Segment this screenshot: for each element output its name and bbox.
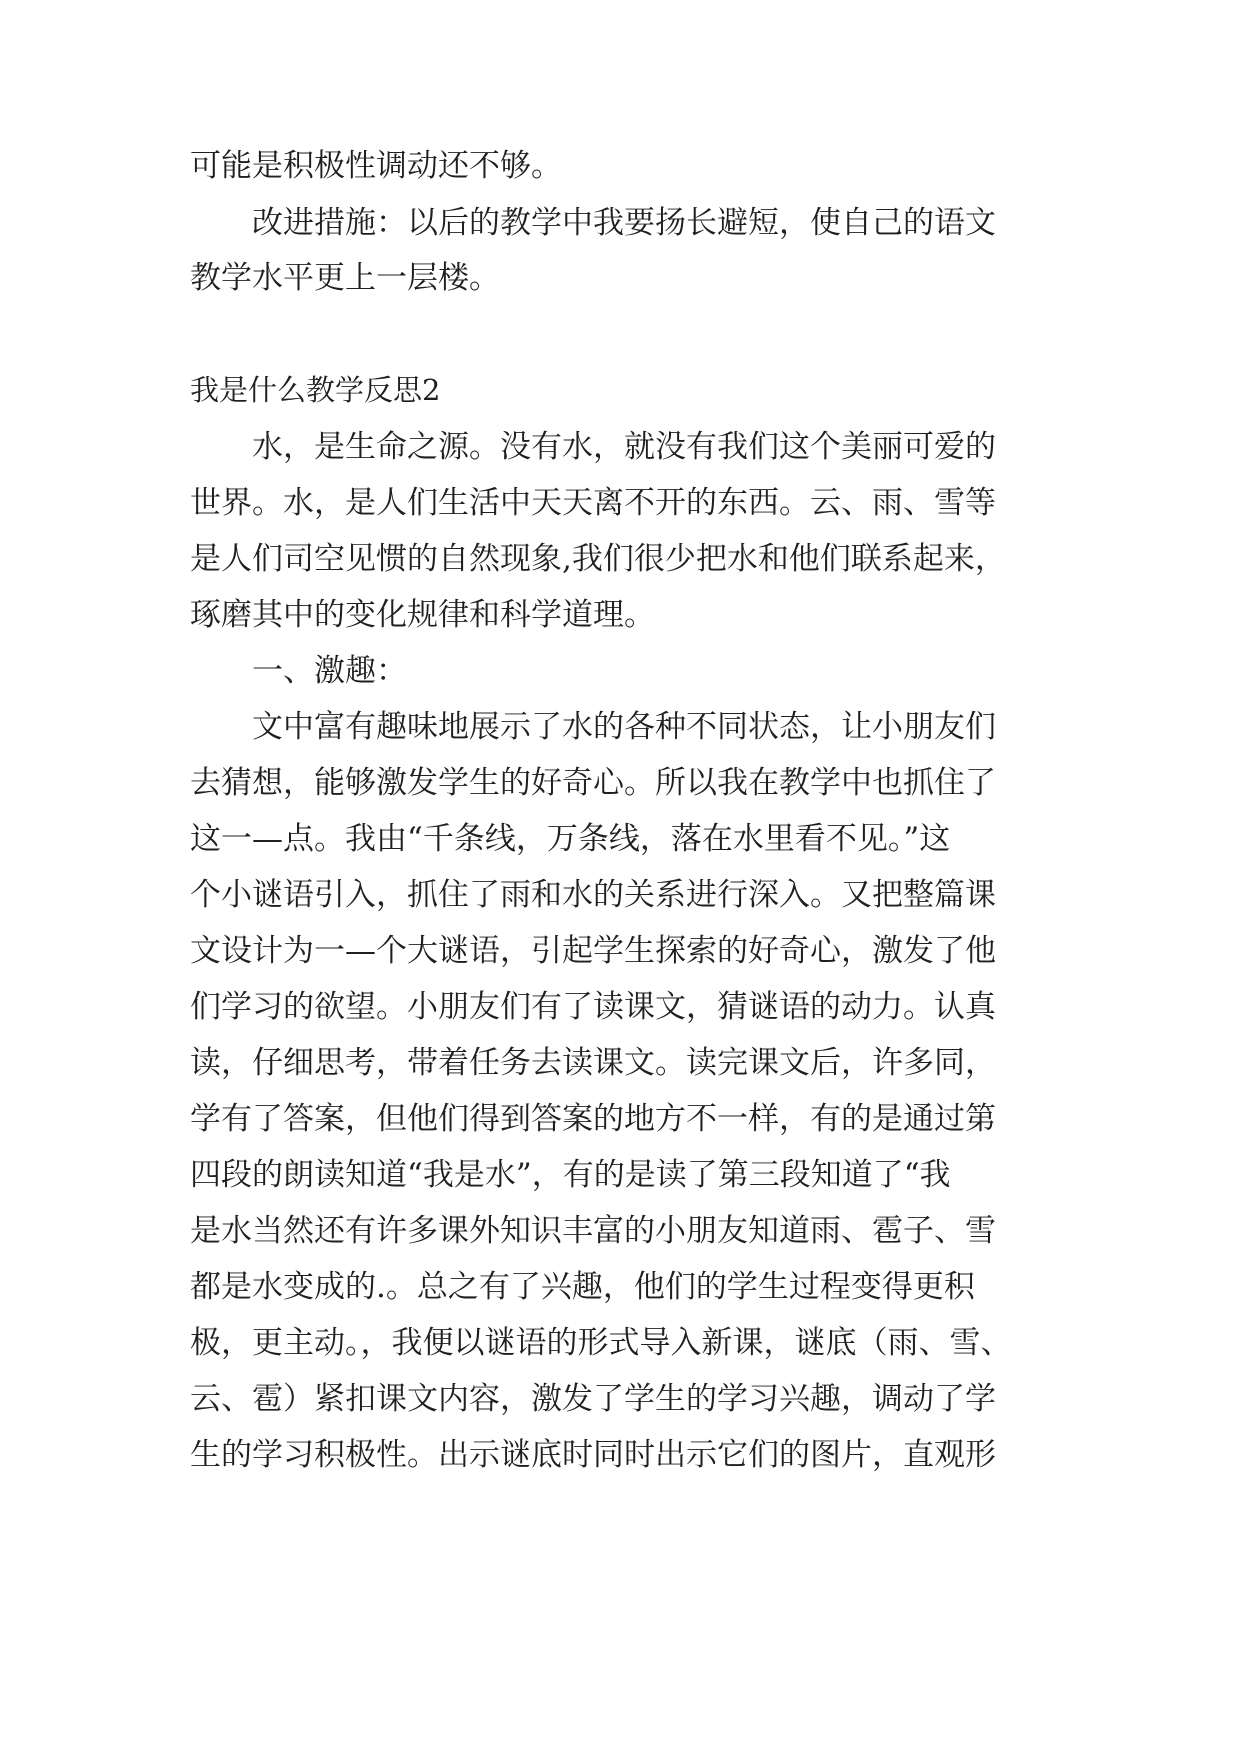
paragraph-line: 是水当然还有许多课外知识丰富的小朋友知道雨、雹子、雪: [190, 1213, 996, 1249]
paragraph-line: 这一—点。我由“千条线，万条线，落在水里看不见。”这: [190, 821, 951, 857]
paragraph-line: 改进措施：以后的教学中我要扬长避短，使自己的语文: [252, 205, 996, 241]
paragraph-line: 个小谜语引入，抓住了雨和水的关系进行深入。又把整篇课: [190, 877, 996, 913]
section-title: 我是什么教学反思2: [190, 373, 441, 407]
paragraph-line: 都是水变成的.。总之有了兴趣，他们的学生过程变得更积: [190, 1269, 975, 1305]
paragraph-line: 云、雹）紧扣课文内容，激发了学生的学习兴趣，调动了学: [190, 1381, 996, 1417]
paragraph-line: 文中富有趣味地展示了水的各种不同状态，让小朋友们: [252, 709, 996, 745]
paragraph-line: 世界。水，是人们生活中天天离不开的东西。云、雨、雪等: [190, 485, 996, 521]
paragraph-line: 水，是生命之源。没有水，就没有我们这个美丽可爱的: [252, 429, 996, 465]
paragraph-line: 文设计为一—个大谜语，引起学生探索的好奇心，激发了他: [190, 933, 996, 969]
subheading: 一、激趣：: [252, 653, 407, 689]
paragraph-line: 去猜想，能够激发学生的好奇心。所以我在教学中也抓住了: [190, 765, 996, 801]
paragraph-line: 读，仔细思考，带着任务去读课文。读完课文后，许多同，: [190, 1045, 996, 1081]
paragraph-line: 可能是积极性调动还不够。: [190, 148, 562, 184]
paragraph-line: 琢磨其中的变化规律和科学道理。: [190, 597, 655, 633]
paragraph-line: 极，更主动。，我便以谜语的形式导入新课，谜底（雨、雪、: [190, 1325, 1012, 1361]
paragraph-line: 们学习的欲望。小朋友们有了读课文，猜谜语的动力。认真: [190, 989, 996, 1025]
paragraph-line: 是人们司空见惯的自然现象,我们很少把水和他们联系起来，: [190, 541, 1006, 577]
paragraph-line: 学有了答案，但他们得到答案的地方不一样，有的是通过第: [190, 1101, 996, 1137]
paragraph-line: 生的学习积极性。出示谜底时同时出示它们的图片，直观形: [190, 1437, 996, 1473]
paragraph-line: 教学水平更上一层楼。: [190, 260, 500, 296]
paragraph-line: 四段的朗读知道“我是水”，有的是读了第三段知道了“我: [190, 1157, 951, 1193]
